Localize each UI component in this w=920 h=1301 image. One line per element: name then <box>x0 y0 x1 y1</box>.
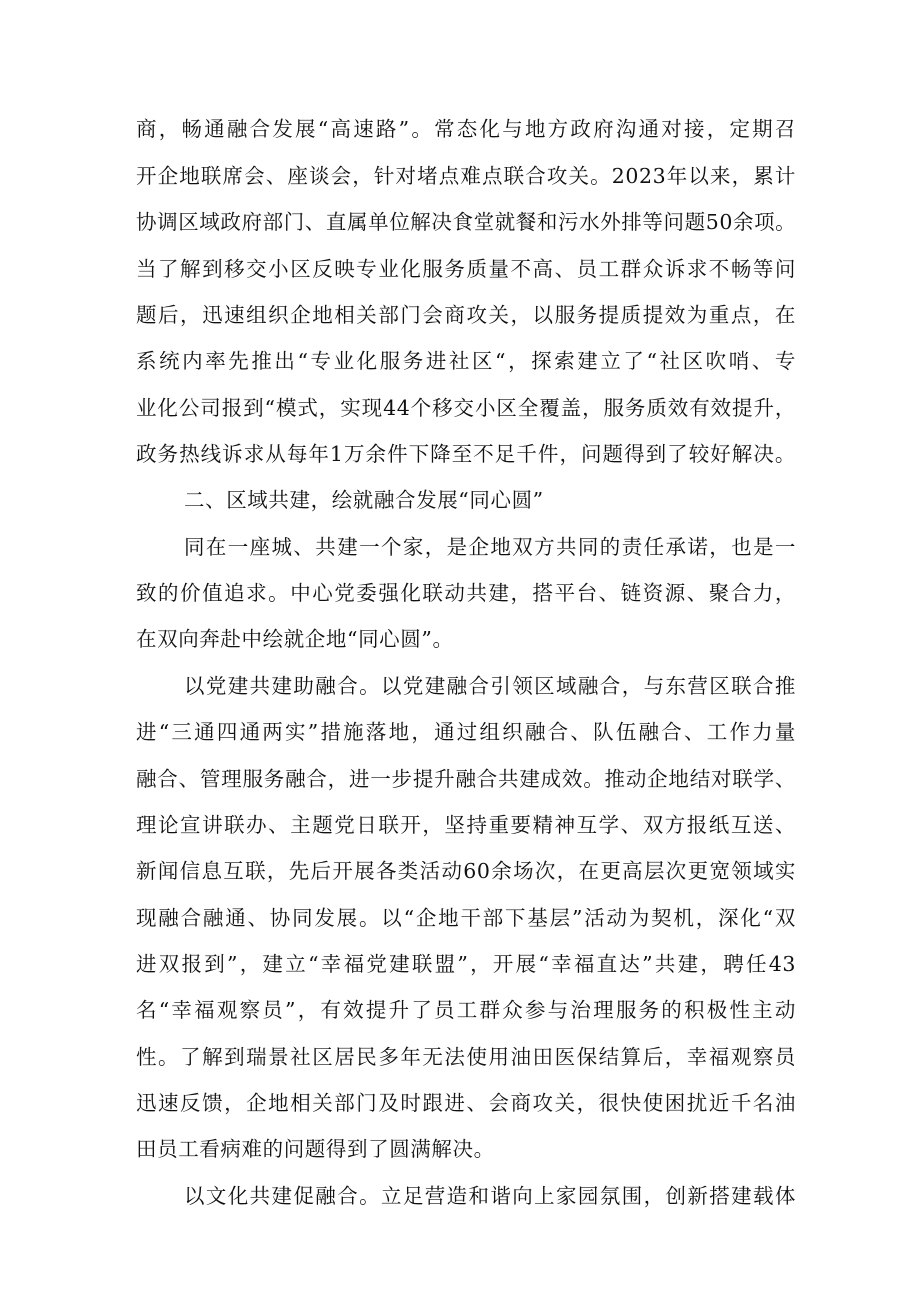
body-line: 当了解到移交小区反映专业化服务质量不高、员工群众诉求不畅等问 <box>136 257 796 281</box>
body-line: 同在一座城、共建一个家，是企地双方共同的责任承诺，也是一 <box>184 535 796 559</box>
body-line: 致的价值追求。中心党委强化联动共建，搭平台、链资源、聚合力， <box>136 581 796 605</box>
body-line: 田员工看病难的问题得到了圆满解决。 <box>136 1137 495 1161</box>
body-line: 融合、管理服务融合，进一步提升融合共建成效。推动企地结对联学、 <box>136 767 796 791</box>
body-line: 迅速反馈，企地相关部门及时跟进、会商攻关，很快使困扰近千名油 <box>136 1091 796 1115</box>
body-line: 新闻信息互联，先后开展各类活动60余场次，在更高层次更宽领域实 <box>136 859 796 883</box>
body-line: 进“三通四通两实”措施落地，通过组织融合、队伍融合、工作力量 <box>136 720 796 744</box>
body-line: 现融合融通、协同发展。以“企地干部下基层”活动为契机，深化“双 <box>136 906 796 930</box>
body-line: 名“幸福观察员”，有效提升了员工群众参与治理服务的积极性主动 <box>136 998 796 1022</box>
body-line: 业化公司报到“模式，实现44个移交小区全覆盖，服务质效有效提升， <box>136 396 796 420</box>
body-line: 以文化共建促融合。立足营造和谐向上家园氛围，创新搭建载体 <box>184 1184 796 1208</box>
body-line: 商，畅通融合发展“高速路”。常态化与地方政府沟通对接，定期召 <box>136 117 796 141</box>
body-line: 进双报到”，建立“幸福党建联盟”，开展“幸福直达”共建，聘任43 <box>136 952 796 976</box>
section-heading: 二、区域共建，绘就融合发展“同心圆” <box>184 488 544 512</box>
body-line: 题后，迅速组织企地相关部门会商攻关，以服务提质提效为重点，在 <box>136 303 796 327</box>
body-line: 开企地联席会、座谈会，针对堵点难点联合攻关。2023年以来，累计 <box>136 164 796 188</box>
body-line: 系统内率先推出“专业化服务进社区“，探索建立了“社区吹哨、专 <box>136 349 796 373</box>
body-line: 协调区域政府部门、直属单位解决食堂就餐和污水外排等问题50余项。 <box>136 210 797 234</box>
body-line: 以党建共建助融合。以党建融合引领区域融合，与东营区联合推 <box>184 674 796 698</box>
body-line: 性。了解到瑞景社区居民多年无法使用油田医保结算后，幸福观察员 <box>136 1045 796 1069</box>
body-line: 政务热线诉求从每年1万余件下降至不足千件，问题得到了较好解决。 <box>136 442 796 466</box>
body-line: 理论宣讲联办、主题党日联开，坚持重要精神互学、双方报纸互送、 <box>136 813 796 837</box>
body-line: 在双向奔赴中绘就企地“同心圆”。 <box>136 627 454 651</box>
